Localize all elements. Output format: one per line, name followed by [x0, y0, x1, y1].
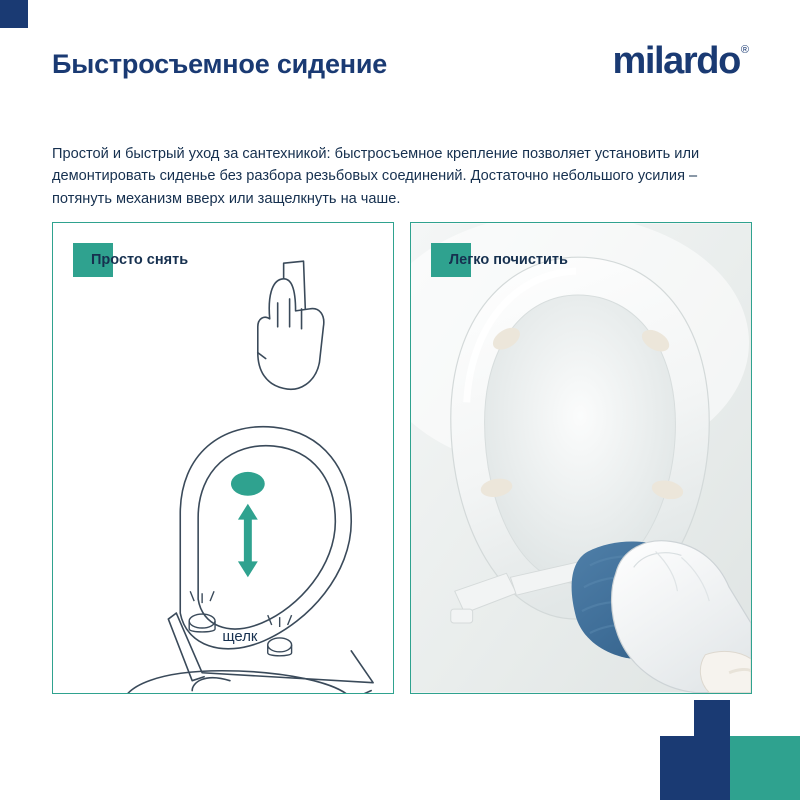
page-title: Быстросъемное сидение — [52, 49, 388, 79]
panel-badge-remove — [73, 243, 189, 277]
page-header — [52, 42, 748, 102]
corner-decoration-bottom-right — [660, 700, 800, 800]
corner-square-navy — [660, 736, 730, 800]
intro-paragraph: Простой и быстрый уход за сантехникой: быстросъемное крепление позволяет установить или демонтировать сиденье без разбора резьбовых соединений. Достаточно небольшого усилия – потянуть механизм вверх или защелкнуть на чаше. — [52, 145, 700, 207]
panel-badge-clean — [431, 243, 568, 277]
panel-badge-label: Просто снять — [91, 252, 189, 268]
corner-decoration-top-left — [0, 0, 28, 28]
brand-logo — [612, 42, 748, 80]
toilet-seat-cleaning-photo — [411, 223, 751, 693]
up-down-arrow-icon — [231, 472, 265, 577]
panel-badge-label: Легко почистить — [449, 252, 568, 268]
toilet-seat-removal-diagram — [53, 223, 393, 693]
brand-name: milardo — [612, 40, 740, 82]
panels-container — [52, 222, 752, 694]
corner-square-blue-small — [694, 700, 730, 736]
panel-remove-seat — [52, 222, 394, 694]
click-annotation: щелк — [222, 628, 258, 645]
panel-clean-seat — [410, 222, 752, 694]
registered-mark-icon: ® — [740, 44, 749, 56]
corner-square-teal — [730, 736, 800, 800]
